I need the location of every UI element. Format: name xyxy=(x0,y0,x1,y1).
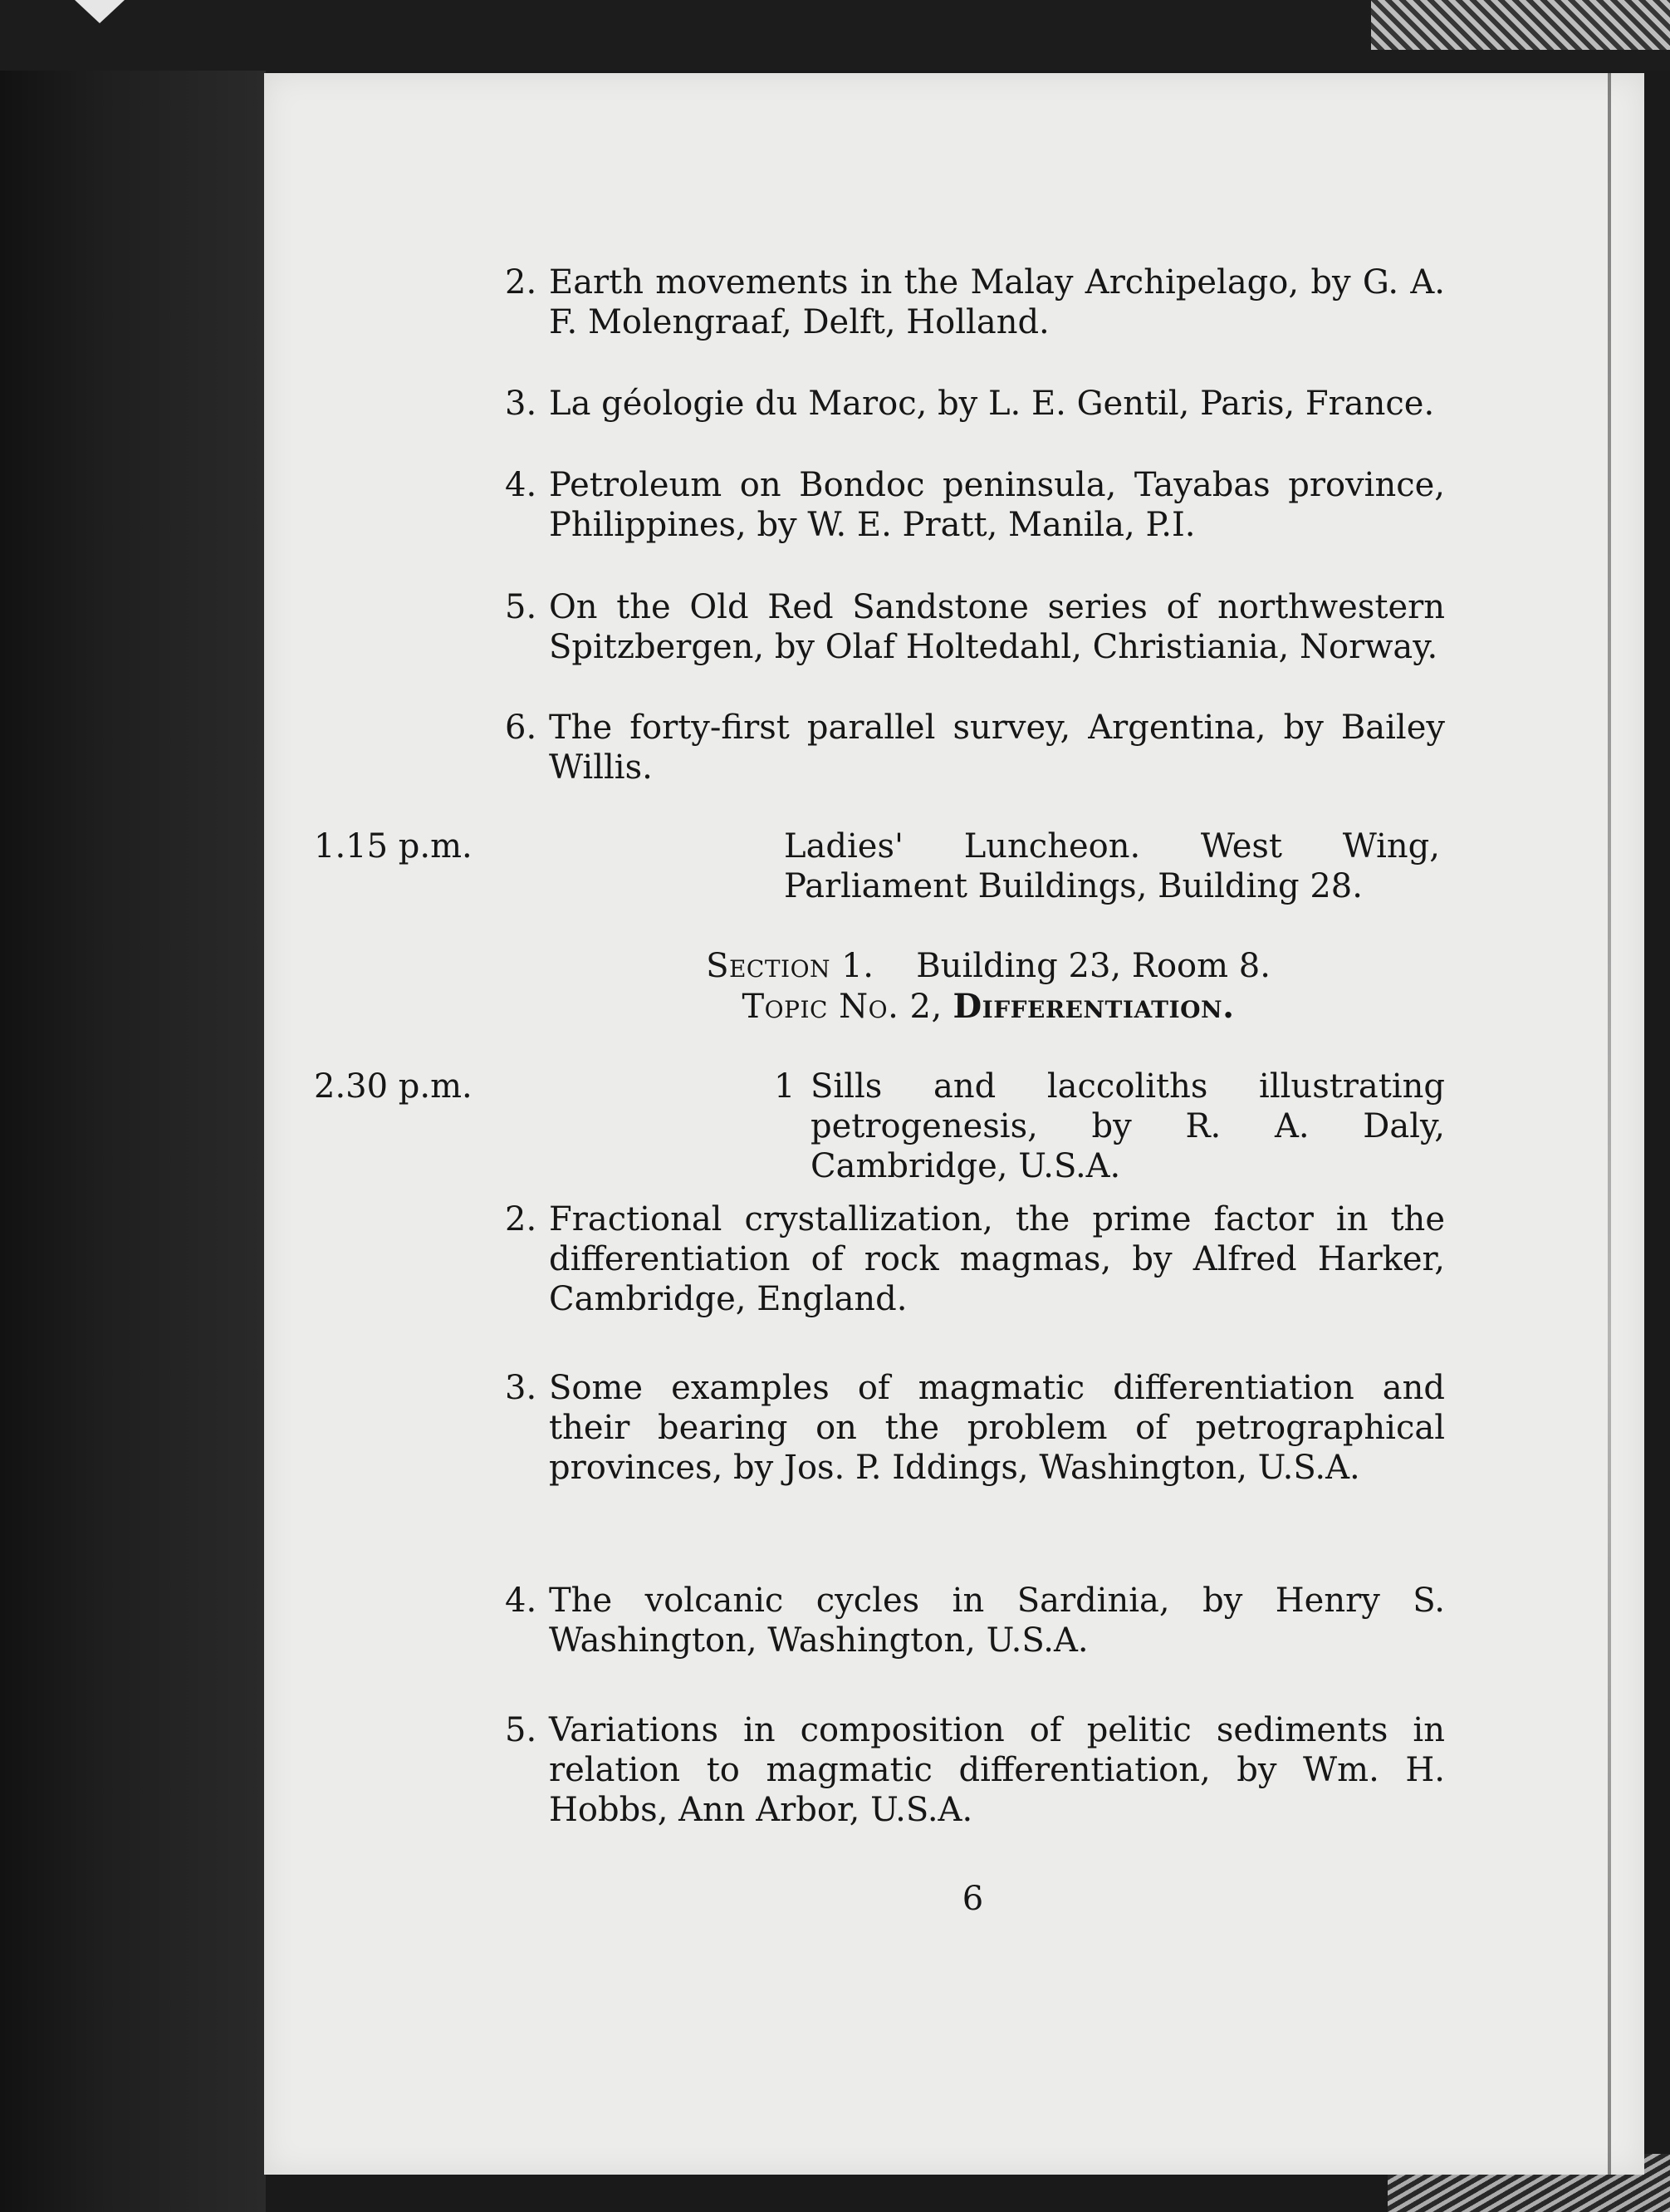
topic-prefix: Topic No. 2, xyxy=(742,988,943,1026)
entry-number: 3. xyxy=(505,1369,537,1407)
entry-text: Sills and laccoliths illustrating petrogenesis, by R. A. Daly, Cambridge, U.S.A. xyxy=(811,1067,1445,1185)
scan-texture-top-right xyxy=(1371,0,1670,50)
entry-number: 4. xyxy=(505,466,537,504)
paper-entry-6 xyxy=(505,708,1445,787)
session-entry-1 xyxy=(774,1067,1445,1186)
paper-entry-2 xyxy=(505,262,1445,342)
paper-entry-5 xyxy=(505,587,1445,667)
session-entry-3 xyxy=(505,1368,1445,1488)
entry-text: On the Old Red Sandstone series of northwestern Spitzbergen, by Olaf Holtedahl, Christiania, Norway. xyxy=(549,588,1445,666)
page-edge-shadow xyxy=(1608,73,1611,2175)
entry-text: Some examples of magmatic differentiation and their bearing on the problem of petrographical provinces, by Jos. P. Iddings, Washington, U.S.A. xyxy=(549,1369,1445,1487)
entry-number: 5. xyxy=(505,1711,537,1749)
entry-text: The volcanic cycles in Sardinia, by Henry S. Washington, Washington, U.S.A. xyxy=(549,1582,1445,1660)
topic-name: Differentiation. xyxy=(953,987,1235,1026)
section-heading xyxy=(531,946,1445,986)
session-time: 2.30 p.m. xyxy=(314,1067,473,1106)
paper-entry-3 xyxy=(505,384,1445,424)
session-entry-5 xyxy=(505,1710,1445,1830)
entry-number: 2. xyxy=(505,1200,537,1238)
entry-text: La géologie du Maroc, by L. E. Gentil, Paris, France. xyxy=(549,385,1435,423)
entry-number: 2. xyxy=(505,263,537,302)
section-label: Section 1. xyxy=(706,947,874,985)
entry-text: The forty-first parallel survey, Argentina, by Bailey Willis. xyxy=(549,709,1445,787)
entry-number: 5. xyxy=(505,588,537,626)
entry-text: Earth movements in the Malay Archipelago, by G. A. F. Molengraaf, Delft, Holland. xyxy=(549,263,1445,341)
entry-text: Variations in composition of pelitic sediments in relation to magmatic differentiation, by Wm. H. Hobbs, Ann Arbor, U.S.A. xyxy=(549,1711,1445,1829)
scan-background-left xyxy=(0,0,266,2212)
entry-number: 6. xyxy=(505,709,537,747)
paper-entry-4 xyxy=(505,465,1445,545)
section-location: Building 23, Room 8. xyxy=(916,947,1271,985)
topic-heading xyxy=(531,987,1445,1027)
entry-number: 4. xyxy=(505,1582,537,1620)
luncheon-time: 1.15 p.m. xyxy=(314,827,473,866)
entry-text: Petroleum on Bondoc peninsula, Tayabas province, Philippines, by W. E. Pratt, Manila, P.I. xyxy=(549,466,1445,544)
entry-number: 1 xyxy=(774,1067,796,1106)
luncheon-text: Ladies' Luncheon. West Wing, Parliament Buildings, Building 28. xyxy=(784,827,1440,905)
entry-number: 3. xyxy=(505,385,537,423)
page-number: 6 xyxy=(962,1880,984,1918)
session-entry-4 xyxy=(505,1581,1445,1660)
session-entry-2 xyxy=(505,1199,1445,1319)
entry-text: Fractional crystallization, the prime factor in the differentiation of rock magmas, by Alfred Harker, Cambridge, England. xyxy=(549,1200,1445,1318)
